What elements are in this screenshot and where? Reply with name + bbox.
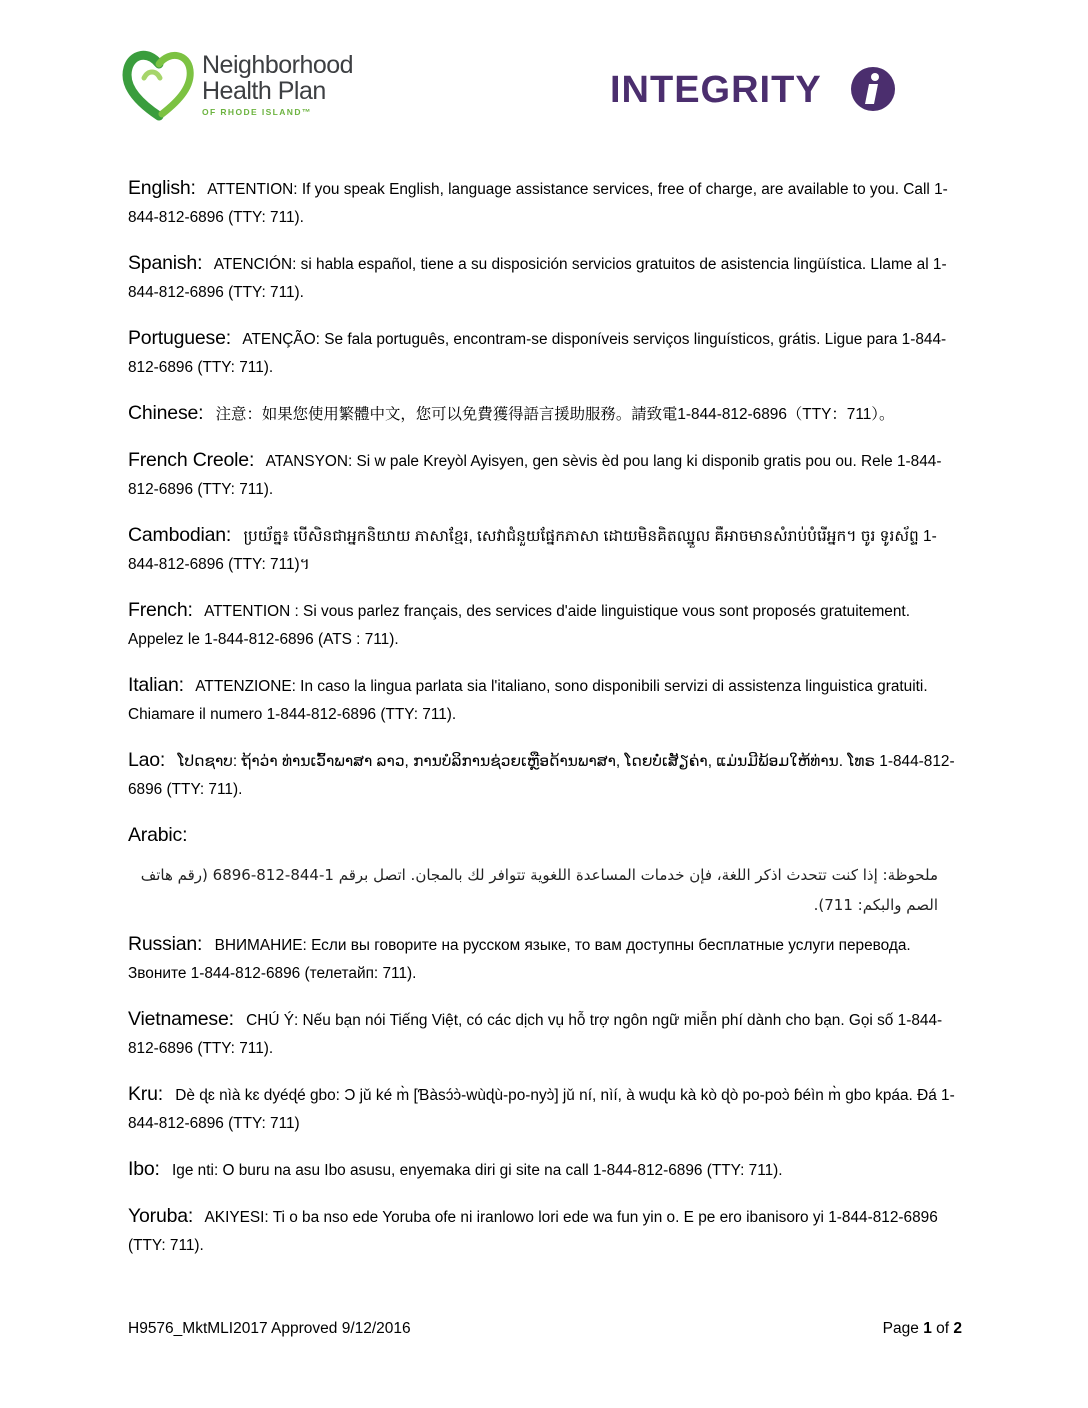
notice-text: ATANSYON: Si w pale Kreyòl Ayisyen, gen sèvis èd pou lang ki disponib gratis pou ou. Rele 1-844-812-6896 (TTY: 711). [128,453,942,498]
entry-chinese [128,399,958,429]
arabic-notice [128,860,958,920]
notice-text: AKIYESI: Ti o ba nso ede Yoruba ofe ni iranlowo lori ede wa fun yin o. E pe ero ibanisoro yi 1-844-812-6896 (TTY: 711). [128,1209,938,1254]
document-code: H9576_MktMLI2017 Approved 9/12/2016 [128,1320,411,1337]
language-label: Chinese: [128,402,204,424]
language-label: Kru: [128,1083,163,1105]
language-label: Russian: [128,933,203,955]
entry-vietnamese [128,1005,958,1063]
notice-text: ATENCIÓN: si habla español, tiene a su disposición servicios gratuitos de asistencia lingüística. Llame al 1-844-812-6896 (TTY: 711). [128,256,947,301]
info-i-icon [850,66,896,112]
entry-arabic [128,821,958,851]
notice-text: CHÚ Ý: Nếu bạn nói Tiếng Việt, có các dịch vụ hỗ trợ ngôn ngữ miễn phí dành cho bạn. Gọi số 1-844-812-6896 (TTY: 711). [128,1012,943,1057]
notice-text: ATENÇÃO: Se fala português, encontram-se disponíveis serviços linguísticos, grátis. Ligue para 1-844-812-6896 (TTY: 711). [128,331,947,376]
of-word: of [936,1320,950,1337]
page-current: 1 [923,1320,932,1337]
arabic-notice-text: ملحوظة: إذا كنت تتحدث اذكر اللغة، فإن خدمات المساعدة اللغوية تتوافر لك بالمجان. اتصل برقم 1-844-812-6896 (رقم هاتف الصم والبكم: 711). [140,866,938,914]
notice-text: ATTENTION: If you speak English, language assistance services, free of charge, are available to you. Call 1-844-812-6896 (TTY: 711). [128,181,948,226]
entry-kru [128,1080,958,1138]
entry-english [128,174,958,232]
page-number [883,1320,962,1338]
integrity-logo [610,66,900,112]
language-label: Arabic: [128,824,188,846]
entry-yoruba [128,1202,958,1260]
language-label: French Creole: [128,449,255,471]
entry-russian [128,930,958,988]
nhp-wordmark [202,52,353,117]
entry-spanish [128,249,958,307]
language-label: Ibo: [128,1158,160,1180]
language-label: Cambodian: [128,524,232,546]
nhp-heart-icon [122,48,196,122]
nhp-line-2: Health Plan [202,77,326,105]
entry-cambodian [128,521,958,579]
language-label: Lao: [128,749,166,771]
entry-french-creole [128,446,958,504]
notice-text: ATTENTION : Si vous parlez français, des services d'aide linguistique vous sont proposés gratuitement. Appelez le 1-844-812-6896 (ATS : 711). [128,603,910,648]
notice-text: ໂປດຊາບ: ຖ້າວ່າ ທ່ານເວົ້າພາສາ ລາວ, ການບໍລິການຊ່ວຍເຫຼືອດ້ານພາສາ, ໂດຍບໍ່ເສັຽຄ່າ, ແມ່ນມີພ້ອມໃຫ້ທ່ານ. ໂທຣ 1-844-812-6896 (TTY: 711). [128,753,955,798]
entry-ibo [128,1155,958,1185]
notice-text: Dè ɖɛ nìà kɛ dyéɖé gbo: Ɔ jǔ ké m̀ [Ɓàsɔ́ɔ̀-wùɖù-po-nyɔ̀] jǔ ní, nìí, à wuɖu kà kò ɖò po-poɔ̀ ɓéìn m̀ gbo kpáa. Ɖá 1-844-812-6896 (TTY: 711) [128,1087,955,1132]
neighborhood-health-plan-logo [122,48,372,124]
entry-lao [128,746,958,804]
language-label: English: [128,177,196,199]
notice-text: ATTENZIONE: In caso la lingua parlata sia l'italiano, sono disponibili servizi di assistenza linguistica gratuiti. Chiamare il numero 1-844-812-6896 (TTY: 711). [128,678,928,723]
page-header [0,0,1088,150]
notice-text: ВНИМАНИЕ: Если вы говорите на русском языке, то вам доступны бесплатные услуги перевода. Звоните 1-844-812-6896 (телетайп: 711). [128,937,911,982]
nhp-line-3: OF RHODE ISLAND™ [202,107,312,117]
notice-text: Ige nti: O buru na asu Ibo asusu, enyemaka diri gi site na call 1-844-812-6896 (TTY: 711). [172,1162,783,1179]
language-notice-list [128,174,958,1277]
page-word: Page [882,1320,919,1337]
language-label: French: [128,599,193,621]
notice-text: 注意：如果您使用繁體中文，您可以免費獲得語言援助服務。請致電1-844-812-6896（TTY：711）。 [215,406,895,423]
notice-text: ប្រយ័ត្ន៖ បើសិនជាអ្នកនិយាយ ភាសាខ្មែរ, សេវាជំនួយផ្នែកភាសា ដោយមិនគិតឈ្នួល គឺអាចមានសំរាប់បំរើអ្នក។ ចូរ ទូរស័ព្ទ 1-844-812-6896 (TTY: 711)។ [128,528,937,573]
language-label: Yoruba: [128,1205,194,1227]
entry-italian [128,671,958,729]
language-label: Vietnamese: [128,1008,234,1030]
language-label: Italian: [128,674,184,696]
nhp-line-1: Neighborhood [202,51,354,79]
entry-portuguese [128,324,958,382]
language-label: Spanish: [128,252,203,274]
integrity-wordmark: INTEGRITY [610,69,822,111]
page-total: 2 [953,1320,962,1337]
entry-french [128,596,958,654]
language-label: Portuguese: [128,327,231,349]
